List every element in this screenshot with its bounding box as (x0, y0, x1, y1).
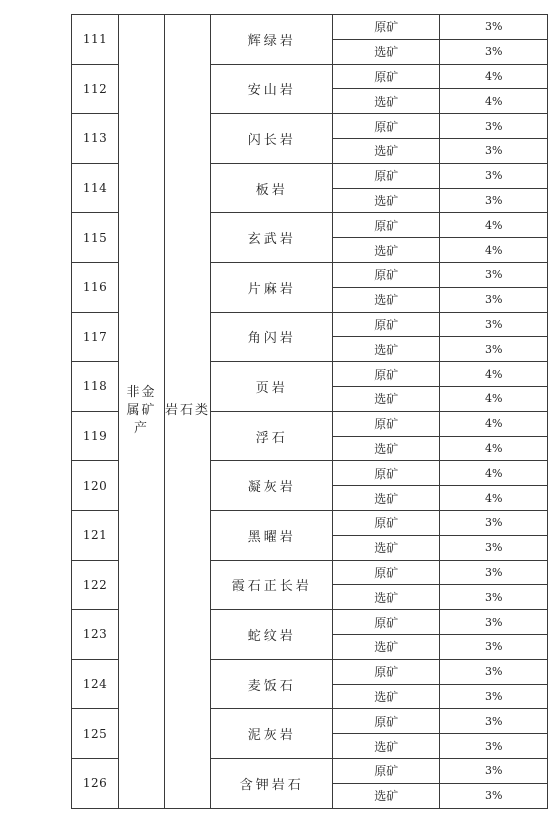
row-number: 122 (72, 560, 119, 610)
ore-type: 选矿 (333, 684, 440, 709)
ore-type: 原矿 (333, 262, 440, 287)
mineral-name: 闪长岩 (211, 114, 333, 164)
mineral-name: 片麻岩 (211, 262, 333, 312)
ore-type: 原矿 (333, 64, 440, 89)
tax-rate: 3% (440, 684, 548, 709)
ore-type: 选矿 (333, 386, 440, 411)
tax-rate: 3% (440, 39, 548, 64)
ore-type: 原矿 (333, 163, 440, 188)
category-cell: 非金属矿产 (119, 15, 165, 809)
tax-rate: 3% (440, 535, 548, 560)
row-number: 118 (72, 362, 119, 412)
tax-rate: 4% (440, 461, 548, 486)
ore-type: 选矿 (333, 585, 440, 610)
tax-rate: 3% (440, 783, 548, 808)
mineral-name: 浮石 (211, 411, 333, 461)
row-number: 117 (72, 312, 119, 362)
tax-rate: 3% (440, 163, 548, 188)
tax-rate: 3% (440, 709, 548, 734)
ore-type: 选矿 (333, 436, 440, 461)
row-number: 111 (72, 15, 119, 65)
ore-type: 选矿 (333, 337, 440, 362)
mineral-name: 凝灰岩 (211, 461, 333, 511)
mineral-tax-table (71, 14, 548, 809)
tax-rate: 4% (440, 89, 548, 114)
tax-rate: 4% (440, 436, 548, 461)
tax-rate: 3% (440, 510, 548, 535)
tax-rate: 3% (440, 610, 548, 635)
ore-type: 选矿 (333, 138, 440, 163)
tax-rate: 4% (440, 362, 548, 387)
mineral-name: 板岩 (211, 163, 333, 213)
row-number: 123 (72, 610, 119, 660)
ore-type: 原矿 (333, 312, 440, 337)
ore-type: 选矿 (333, 89, 440, 114)
ore-type: 选矿 (333, 287, 440, 312)
ore-type: 原矿 (333, 461, 440, 486)
mineral-name: 安山岩 (211, 64, 333, 114)
tax-rate: 3% (440, 114, 548, 139)
ore-type: 原矿 (333, 510, 440, 535)
ore-type: 选矿 (333, 188, 440, 213)
tax-rate: 3% (440, 659, 548, 684)
ore-type: 原矿 (333, 114, 440, 139)
tax-rate: 4% (440, 386, 548, 411)
subcategory-cell: 岩石类 (164, 15, 210, 809)
row-number: 120 (72, 461, 119, 511)
table-row (72, 15, 548, 40)
mineral-name: 含钾岩石 (211, 758, 333, 808)
table-body (72, 15, 548, 809)
tax-rate: 3% (440, 262, 548, 287)
tax-rate: 3% (440, 188, 548, 213)
tax-rate: 3% (440, 15, 548, 40)
tax-rate: 3% (440, 734, 548, 759)
mineral-name: 玄武岩 (211, 213, 333, 263)
ore-type: 选矿 (333, 39, 440, 64)
tax-rate: 4% (440, 64, 548, 89)
row-number: 113 (72, 114, 119, 164)
tax-rate: 3% (440, 287, 548, 312)
row-number: 121 (72, 510, 119, 560)
tax-rate: 3% (440, 758, 548, 783)
row-number: 112 (72, 64, 119, 114)
mineral-name: 角闪岩 (211, 312, 333, 362)
ore-type: 选矿 (333, 634, 440, 659)
row-number: 126 (72, 758, 119, 808)
tax-rate: 3% (440, 337, 548, 362)
ore-type: 选矿 (333, 535, 440, 560)
tax-rate: 3% (440, 138, 548, 163)
row-number: 115 (72, 213, 119, 263)
tax-rate: 3% (440, 560, 548, 585)
ore-type: 选矿 (333, 238, 440, 263)
mineral-name: 泥灰岩 (211, 709, 333, 759)
tax-rate: 3% (440, 634, 548, 659)
tax-rate: 4% (440, 411, 548, 436)
ore-type: 选矿 (333, 486, 440, 511)
mineral-name: 霞石正长岩 (211, 560, 333, 610)
tax-rate: 4% (440, 213, 548, 238)
mineral-name: 黑曜岩 (211, 510, 333, 560)
ore-type: 原矿 (333, 758, 440, 783)
tax-rate: 3% (440, 312, 548, 337)
row-number: 119 (72, 411, 119, 461)
row-number: 114 (72, 163, 119, 213)
ore-type: 选矿 (333, 734, 440, 759)
mineral-name: 蛇纹岩 (211, 610, 333, 660)
ore-type: 选矿 (333, 783, 440, 808)
ore-type: 原矿 (333, 411, 440, 436)
ore-type: 原矿 (333, 362, 440, 387)
ore-type: 原矿 (333, 610, 440, 635)
mineral-name: 辉绿岩 (211, 15, 333, 65)
row-number: 124 (72, 659, 119, 709)
ore-type: 原矿 (333, 213, 440, 238)
mineral-name: 麦饭石 (211, 659, 333, 709)
mineral-name: 页岩 (211, 362, 333, 412)
row-number: 116 (72, 262, 119, 312)
tax-rate: 4% (440, 238, 548, 263)
tax-rate: 3% (440, 585, 548, 610)
ore-type: 原矿 (333, 659, 440, 684)
ore-type: 原矿 (333, 709, 440, 734)
row-number: 125 (72, 709, 119, 759)
ore-type: 原矿 (333, 15, 440, 40)
tax-rate: 4% (440, 486, 548, 511)
ore-type: 原矿 (333, 560, 440, 585)
